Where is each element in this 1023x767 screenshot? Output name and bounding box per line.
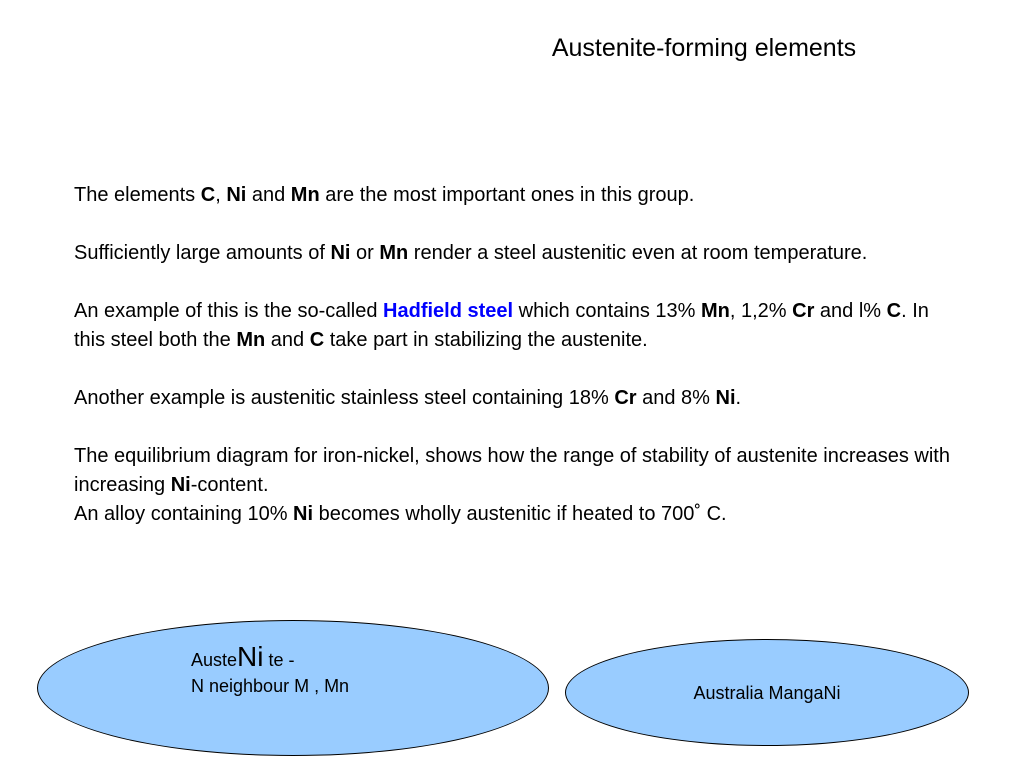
paragraph-stainless: Another example is austenitic stainless steel containing 18% Cr and 8% Ni.	[74, 387, 742, 409]
paragraph-alloy: An alloy containing 10% Ni becomes wholly austenitic if heated to 700˚ C.	[74, 503, 727, 525]
australia-ellipse-label: Australia MangaNi	[693, 683, 841, 703]
paragraph-equilibrium: The equilibrium diagram for iron-nickel, shows how the range of stability of austenite increases with increasing Ni-content.	[74, 445, 950, 496]
paragraph-hadfield: An example of this is the so-called Hadfield steel which contains 13% Mn, 1,2% Cr and l% C. In this steel both the Mn and C take part in stabilizing the austenite.	[74, 300, 929, 351]
paragraph-amounts: Sufficiently large amounts of Ni or Mn render a steel austenitic even at room temperature.	[74, 242, 868, 264]
slide-body	[74, 181, 954, 529]
slide-title: Austenite-forming elements	[551, 34, 857, 62]
paragraph-elements: The elements C, Ni and Mn are the most important ones in this group.	[74, 184, 695, 206]
austenite-ellipse-label: AusteNi te - N neighbour M , Mn	[191, 641, 350, 696]
hadfield-steel-highlight: Hadfield steel	[383, 300, 514, 322]
